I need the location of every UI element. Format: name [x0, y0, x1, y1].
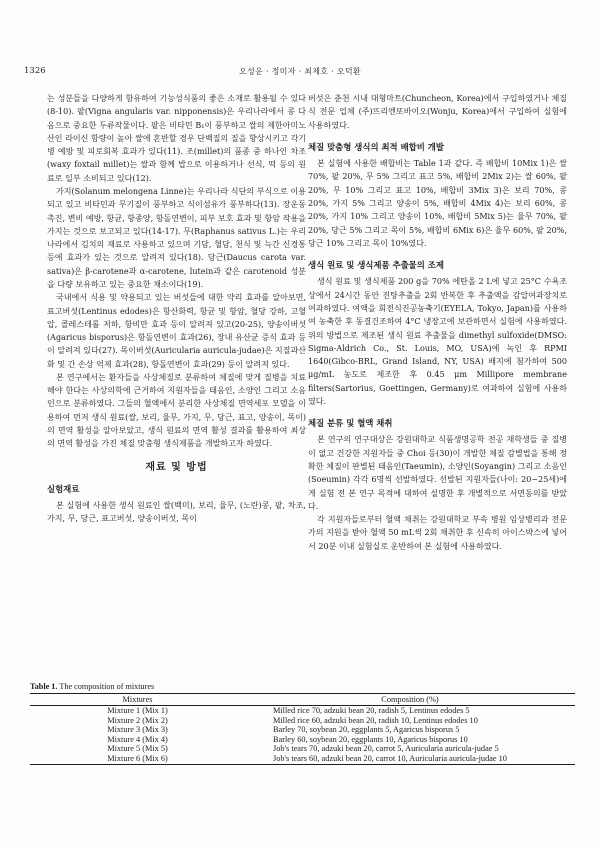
table-caption-text: The composition of mixtures	[59, 682, 155, 691]
table-row	[30, 716, 575, 726]
left-paragraph-2: 가지(Solanum melongena Linne)는 우리나라 식단의 부식으로 이용되고 있고 비타민과 무기질이 풍부하고 식이섬유가 풍부하다(13). 장운동 촉진, 변비 예방, 항균, 항종양, 항돌연변이, 피부 보호 효과 및 항암 작용을 가지는 것으로 보고되고 있다(14-17). 무(Raphanus sativus L.)는 우리나라에서 김치의 재료로 사용하고 있으며 기담, 혈담, 천식 및 늑간 신경통 등에 효과가 있는 것으로 알려져 있다(18). 당근(Daucus carota var. sativa)은 β-carotene과 α-carotene, lutein과 같은 carotenoid 성분을 다량 보유하고 있는 중요한 채소이다(19).	[47, 186, 306, 289]
table-caption-label: Table 1.	[30, 682, 58, 691]
right-column	[308, 92, 567, 553]
left-paragraph-1: 는 성분들을 다양하게 함유하여 기능성식품의 좋은 소재로 활용될 수 있다(8-10). 팥(Vigna angularis var. nipponensis)은 우리나라에서 콩 다음으로 중요한 두류작물이다. 팥은 비타민 B₁이 풍부하고 쌀의 제한아미노산인 라이신 함량이 높아 쌀에 혼반할 경우 단백질의 질을 향상시키고 각기병 예방 및 피로회복 효과가 있다(11). 조(millet)의 품종 중 하나인 차조(waxy foxtail millet)는 쌀과 함께 밥으로 이용하거나 선식, 떡 등의 원료로 일부 소비되고 있다(12).	[47, 94, 306, 183]
right-paragraph-blood-2: 각 지원자들로부터 혈액 채취는 강원대학교 부속 병원 임상병리과 전문가의 지원을 받아 혈액 50 mL씩 2회 채취한 후 신속히 아이스박스에 넣어서 20분 이내 실험실로 운반하여 본 실험에 사용하였다.	[308, 515, 567, 551]
cell-mixture: Mixture 5 (Mix 5)	[107, 744, 168, 754]
materials-heading: 실험재료	[47, 483, 80, 494]
table-caption	[30, 682, 575, 691]
cell-mixture: Mixture 4 (Mix 4)	[107, 734, 168, 744]
right-paragraph-1: 버섯은 춘천 시내 대형마트(Chuncheon, Korea)에서 구입하였거나 체질식 전문 업체 (주)뜨리엔또바이오(Wonju, Korea)에서 구입하여 실험에 사용하였다.	[308, 94, 567, 130]
cell-composition: Job's tears 70, adzuki bean 20, carrot 5, Auricularia auricula-judae 5	[273, 744, 499, 754]
composition-table	[30, 693, 575, 765]
cell-composition: Barley 70, soybean 20, eggplants 5, Agaricus bisporus 5	[273, 725, 460, 735]
table-header-row	[30, 694, 575, 706]
cell-composition: Barley 60, soybean 20, eggplants 10, Agaricus bisporus 10	[273, 734, 468, 744]
table-row	[30, 744, 575, 754]
table-row	[30, 706, 575, 716]
cell-mixture: Mixture 2 (Mix 2)	[107, 715, 168, 725]
right-paragraph-blood-1: 본 연구의 연구대상은 강원대학교 식품생명공학 전공 재학생들 중 질병이 없고 건강한 지원자들 중 Choi 등(30)이 개발한 체질 감별법을 통해 정확한 체질이 판별된 태음인(Taeumin), 소양인(Soyangin) 그리고 소음인(Soeumin) 각각 6명씩 선발하였다. 선발된 지원자들(나이: 20~25세)에게 실험 전 본 연구 목적에 대하여 설명한 후 개별적으로 서면동의를 받았다.	[308, 435, 567, 511]
table-row	[30, 735, 575, 745]
right-paragraph-extraction: 생식 원료 및 생식제품 200 g을 70% 에탄올 2 L에 넣고 25°C 수욕조상에서 24시간 동안 진탕추출을 2회 반복한 후 추출액을 감압여과장치로 여과하였다. 여액을 회전식진공농축기(EYELA, Tokyo, Japan)를 사용하여 농축한 후 동결건조하여 4°C 냉장고에 보관하면서 실험에 사용하였다. 위의 방법으로 제조된 생식 원료 추출물을 dimethyl sulfoxide(DMSO: Sigma-Aldrich Co., St. Louis, MO, USA)에 녹인 후 RPMI 1640(Gibco-BRL, Grand Island, NY, USA) 배지에 첨가하여 500 μg/mL 농도로 제조한 후 0.45 μm Millipore membrane filters(Sartorius, Goettingen, Germany)로 여과하여 실험에 사용하였다.	[308, 277, 567, 406]
left-paragraph-5: 본 실험에 사용한 생식 원료인 쌀(백미), 보리, 율무, (노란)콩, 팥, 차조, 가지, 무, 당근, 표고버섯, 양송이버섯, 목이	[47, 501, 306, 524]
table-1	[30, 682, 575, 765]
cell-composition: Job's tears 60, adzuki bean 20, carrot 10, Auricularia auricula-judae 10	[273, 753, 507, 763]
cell-composition: Milled rice 60, adzuki bean 20, radish 10, Lentinus edodes 10	[273, 715, 478, 725]
methods-heading: 재료 및 방법	[145, 461, 208, 473]
section-heading-blood: 체질 분류 및 혈액 채취	[308, 418, 393, 429]
page-number: 1326	[24, 66, 46, 76]
section-heading-mix-ratio: 체질 맞춤형 생식의 최적 배합비 개발	[308, 141, 444, 152]
cell-composition: Milled rice 70, adzuki bean 20, radish 5, Lentinus edodes 5	[273, 706, 470, 715]
section-heading-extraction: 생식 원료 및 생식제품 추출물의 조제	[308, 260, 444, 271]
cell-mixture: Mixture 1 (Mix 1)	[107, 706, 168, 715]
left-paragraph-3: 국내에서 식용 및 약용되고 있는 버섯들에 대한 약리 효과를 알아보면, 표고버섯(Lentinus edodes)은 항산화력, 항균 및 항암, 혈당 강하, 고혈압, 콜레스테롤 저하, 항비만 효과 등이 알려져 있고(20-25), 양송이버섯(Agaricus bisporus)은 항돌연변이 효과(26), 장내 유산균 증식 효과 등이 알려져 있다(27). 목이버섯(Auricularia auricula-judae)은 지질과산화 및 간 손상 억제 효과(28), 항돌연변이 효과(29) 등이 알려져 있다.	[47, 293, 307, 369]
running-head-authors: 오성운 · 정미자 · 최제호 · 오덕환	[239, 67, 361, 76]
left-paragraph-4: 본 연구에서는 환자들을 사상체질로 분류하여 체질에 맞게 질병을 치료해야 한다는 사상의학에 근거하여 지원자들을 태음인, 소양인 그리고 소음인으로 분류하였다. 그들의 혈액에서 분리한 사상체질 면역세포 모델을 이용하여 먼저 생식 원료(쌀, 보리, 율무, 가지, 무, 당근, 표고, 양송이, 목이)의 면역 활성을 알아보았고, 생식 원료의 면역 활성 결과를 활용하여 최상의 면역 활성을 가진 체질 맞춤형 생식제품을 개발하고자 하였다.	[47, 372, 306, 449]
table-row	[30, 754, 575, 764]
cell-mixture: Mixture 3 (Mix 3)	[107, 725, 168, 735]
left-column	[47, 92, 306, 526]
cell-mixture: Mixture 6 (Mix 6)	[107, 753, 168, 763]
table-row	[30, 725, 575, 735]
right-paragraph-mix-ratio: 본 실험에 사용한 배합비는 Table 1과 같다. 즉 배합비 10Mix 1)은 쌀 70%, 팥 20%, 무 5% 그리고 표고 5%, 배합비 2Mix 2)는 쌀 60%, 팥 20%, 무 10% 그리고 표고 10%, 배합비 3Mix 3)은 보리 70%, 콩 20%, 가지 5% 그리고 양송이 5%, 배합비 4Mix 4)는 보리 60%, 콩 20%, 가지 10% 그리고 양송이 10%, 배합비 5Mix 5)는 율무 70%, 팥 20%, 당근 5% 그리고 목이 5%, 배합비 6Mix 6)은 율무 60%, 팥 20%, 당근 10% 그리고 목이 10%였다.	[308, 159, 567, 248]
header-composition: Composition (%)	[381, 695, 439, 704]
header-mixtures: Mixtures	[122, 695, 153, 704]
